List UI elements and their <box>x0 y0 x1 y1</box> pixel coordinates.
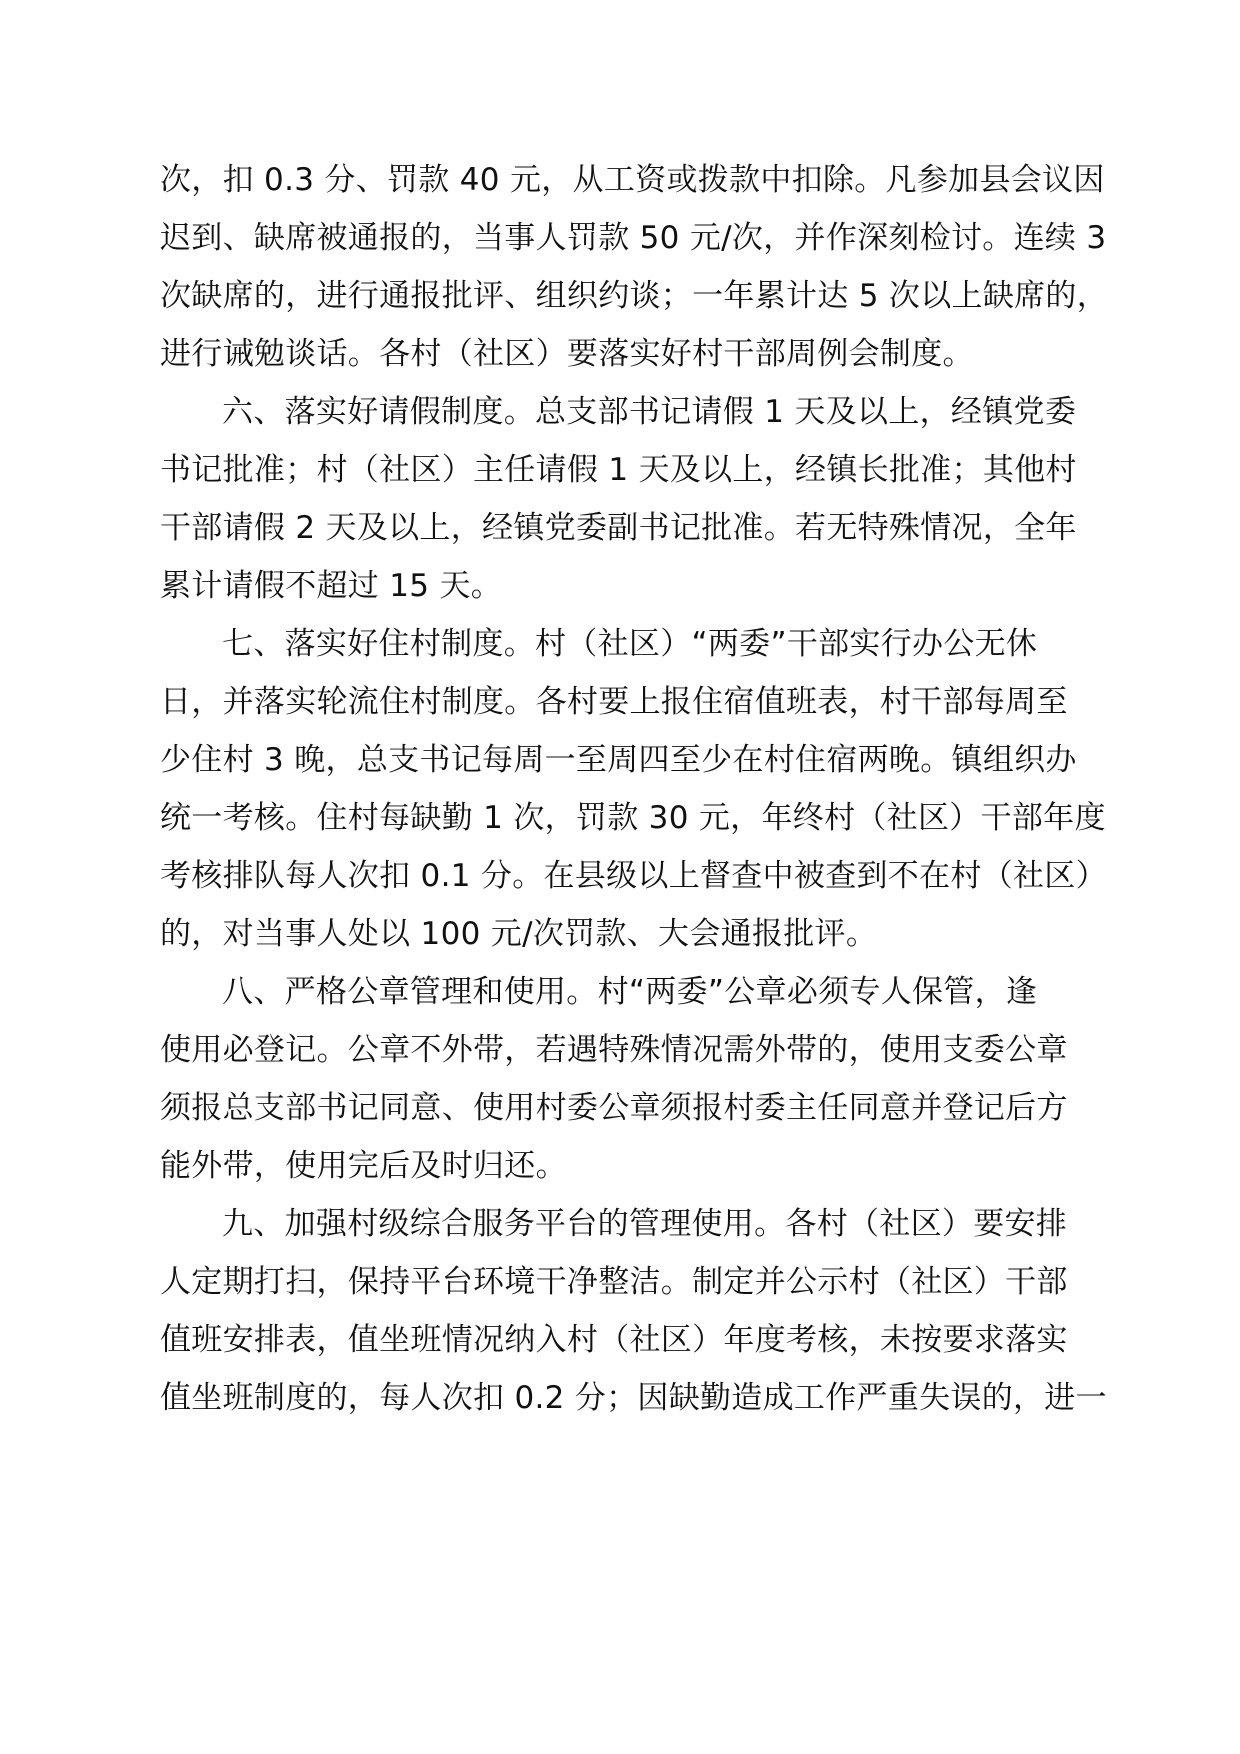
text-line: 能外带，使用完后及时归还。 <box>160 1148 567 1184</box>
text-line: 的，对当事人处以 100 元/次罚款、大会通报批评。 <box>160 916 878 952</box>
text-line: 值班安排表，值坐班情况纳入村（社区）年度考核，未按要求落实 <box>160 1322 1068 1358</box>
paragraph-start-line: 六、落实好请假制度。总支部书记请假 1 天及以上，经镇党委 <box>222 394 1077 430</box>
text-line: 进行诫勉谈话。各村（社区）要落实好村干部周例会制度。 <box>160 336 974 372</box>
text-line: 人定期打扫，保持平台环境干净整洁。制定并公示村（社区）干部 <box>160 1264 1068 1300</box>
text-line: 值坐班制度的，每人次扣 0.2 分；因缺勤造成工作严重失误的，进一 <box>160 1380 1107 1416</box>
text-line: 少住村 3 晚，总支书记每周一至周四至少在村住宿两晚。镇组织办 <box>160 742 1077 778</box>
text-line: 迟到、缺席被通报的，当事人罚款 50 元/次，并作深刻检讨。连续 3 <box>160 220 1107 256</box>
text-line: 书记批准；村（社区）主任请假 1 天及以上，经镇长批准；其他村 <box>160 452 1077 488</box>
text-line: 干部请假 2 天及以上，经镇党委副书记批准。若无特殊情况，全年 <box>160 510 1077 546</box>
text-line: 考核排队每人次扣 0.1 分。在县级以上督查中被查到不在村（社区） <box>160 858 1107 894</box>
text-line: 须报总支部书记同意、使用村委公章须报村委主任同意并登记后方 <box>160 1090 1068 1126</box>
text-line: 使用必登记。公章不外带，若遇特殊情况需外带的，使用支委公章 <box>160 1032 1068 1068</box>
text-line: 日，并落实轮流住村制度。各村要上报住宿值班表，村干部每周至 <box>160 684 1068 720</box>
paragraph-start-line: 八、严格公章管理和使用。村“两委”公章必须专人保管，逢 <box>222 974 1038 1010</box>
text-line: 次缺席的，进行通报批评、组织约谈；一年累计达 5 次以上缺席的， <box>160 278 1109 314</box>
text-line: 统一考核。住村每缺勤 1 次，罚款 30 元，年终村（社区）干部年度 <box>160 800 1106 836</box>
text-line: 累计请假不超过 15 天。 <box>160 568 503 604</box>
paragraph-start-line: 九、加强村级综合服务平台的管理使用。各村（社区）要安排 <box>222 1206 1068 1242</box>
text-line: 次，扣 0.3 分、罚款 40 元，从工资或拨款中扣除。凡参加县会议因 <box>160 162 1105 198</box>
paragraph-start-line: 七、落实好住村制度。村（社区）“两委”干部实行办公无休 <box>222 626 1038 662</box>
